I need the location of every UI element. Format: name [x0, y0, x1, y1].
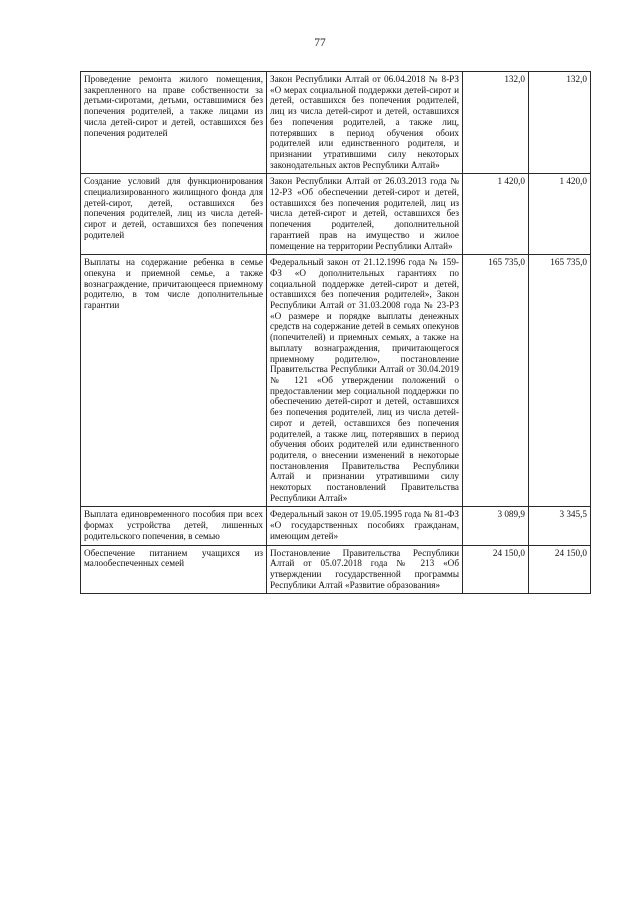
- row-description: Выплаты на содержание ребенка в семье опекуна и приемной семье, а также вознаграждение, причитающееся приемному родителю, в том числе дополнительные гарантии: [81, 255, 267, 507]
- row-description: Проведение ремонта жилого помещения, закрепленного на праве собственности за детьми-сиротами, детьми, оставшимися без попечения родителей, а также лицами из числа детей-сирот и детей, оставшихся без попечения родителей: [81, 72, 267, 174]
- row-value-1: 132,0: [463, 72, 529, 174]
- table-row: [81, 255, 591, 507]
- row-value-2: 132,0: [529, 72, 591, 174]
- row-legal-basis: Федеральный закон от 21.12.1996 года № 159-ФЗ «О дополнительных гарантиях по социальной поддержке детей-сирот и детей, оставшихся без попечения родителей», Закон Республики Алтай от 31.03.2008 года № 23-РЗ «О размере и порядке выплаты денежных средств на содержание детей в семьях опекунов (попечителей) и приемных семьях, а также на выплату вознаграждения, причитающегося приемному родителю», постановление Правительства Республики Алтай от 30.04.2019 № 121 «Об утверждении положений о предоставлении мер социальной поддержки по обеспечению детей-сирот и детей, оставшихся без попечения родителей, лиц из числа детей-сирот и детей, оставшихся без попечения родителей, а также лиц, потерявших в период обучения обоих родителей или единственного родителя, о внесении изменений в некоторые постановления Правительства Республики Алтай и признании утратившими силу некоторых постановлений Правительства Республики Алтай»: [267, 255, 463, 507]
- row-legal-basis: Закон Республики Алтай от 06.04.2018 № 8-РЗ «О мерах социальной поддержки детей-сирот и детей, оставшихся без попечения родителей, лиц из числа детей-сирот и детей, оставшихся без попечения родителей, а также лиц, потерявших в период обучения обоих родителей или единственного родителя, и признании утратившими силу некоторых законодательных актов Республики Алтай»: [267, 72, 463, 174]
- table-row: [81, 72, 591, 174]
- row-description: Выплата единовременного пособия при всех формах устройства детей, лишенных родительского попечения, в семью: [81, 507, 267, 545]
- row-legal-basis: Федеральный закон от 19.05.1995 года № 81-ФЗ «О государственных пособиях гражданам, имеющим детей»: [267, 507, 463, 545]
- row-value-2: 3 345,5: [529, 507, 591, 545]
- row-description: Создание условий для функционирования специализированного жилищного фонда для детей-сирот, детей, оставшихся без попечения родителей, лиц из числа детей-сирот и детей, оставшихся без попечения родителей: [81, 174, 267, 255]
- table-row: [81, 507, 591, 545]
- row-value-2: 1 420,0: [529, 174, 591, 255]
- row-value-2: 165 735,0: [529, 255, 591, 507]
- row-value-1: 24 150,0: [463, 545, 529, 594]
- row-value-1: 1 420,0: [463, 174, 529, 255]
- funding-table: [80, 71, 591, 594]
- row-legal-basis: Постановление Правительства Республики Алтай от 05.07.2018 года № 213 «Об утверждении государственной программы Республики Алтай «Развитие образования»: [267, 545, 463, 594]
- row-value-2: 24 150,0: [529, 545, 591, 594]
- row-value-1: 165 735,0: [463, 255, 529, 507]
- table-row: [81, 174, 591, 255]
- table-row: [81, 545, 591, 594]
- row-value-1: 3 089,9: [463, 507, 529, 545]
- row-description: Обеспечение питанием учащихся из малообеспеченных семей: [81, 545, 267, 594]
- row-legal-basis: Закон Республики Алтай от 26.03.2013 года № 12-РЗ «Об обеспечении детей-сирот и детей, оставшихся без попечения родителей, лиц из числа детей-сирот и детей, оставшихся без попечения родителей, дополнительной гарантией прав на имущество и жилое помещение на территории Республики Алтай»: [267, 174, 463, 255]
- page-number: 77: [314, 37, 326, 49]
